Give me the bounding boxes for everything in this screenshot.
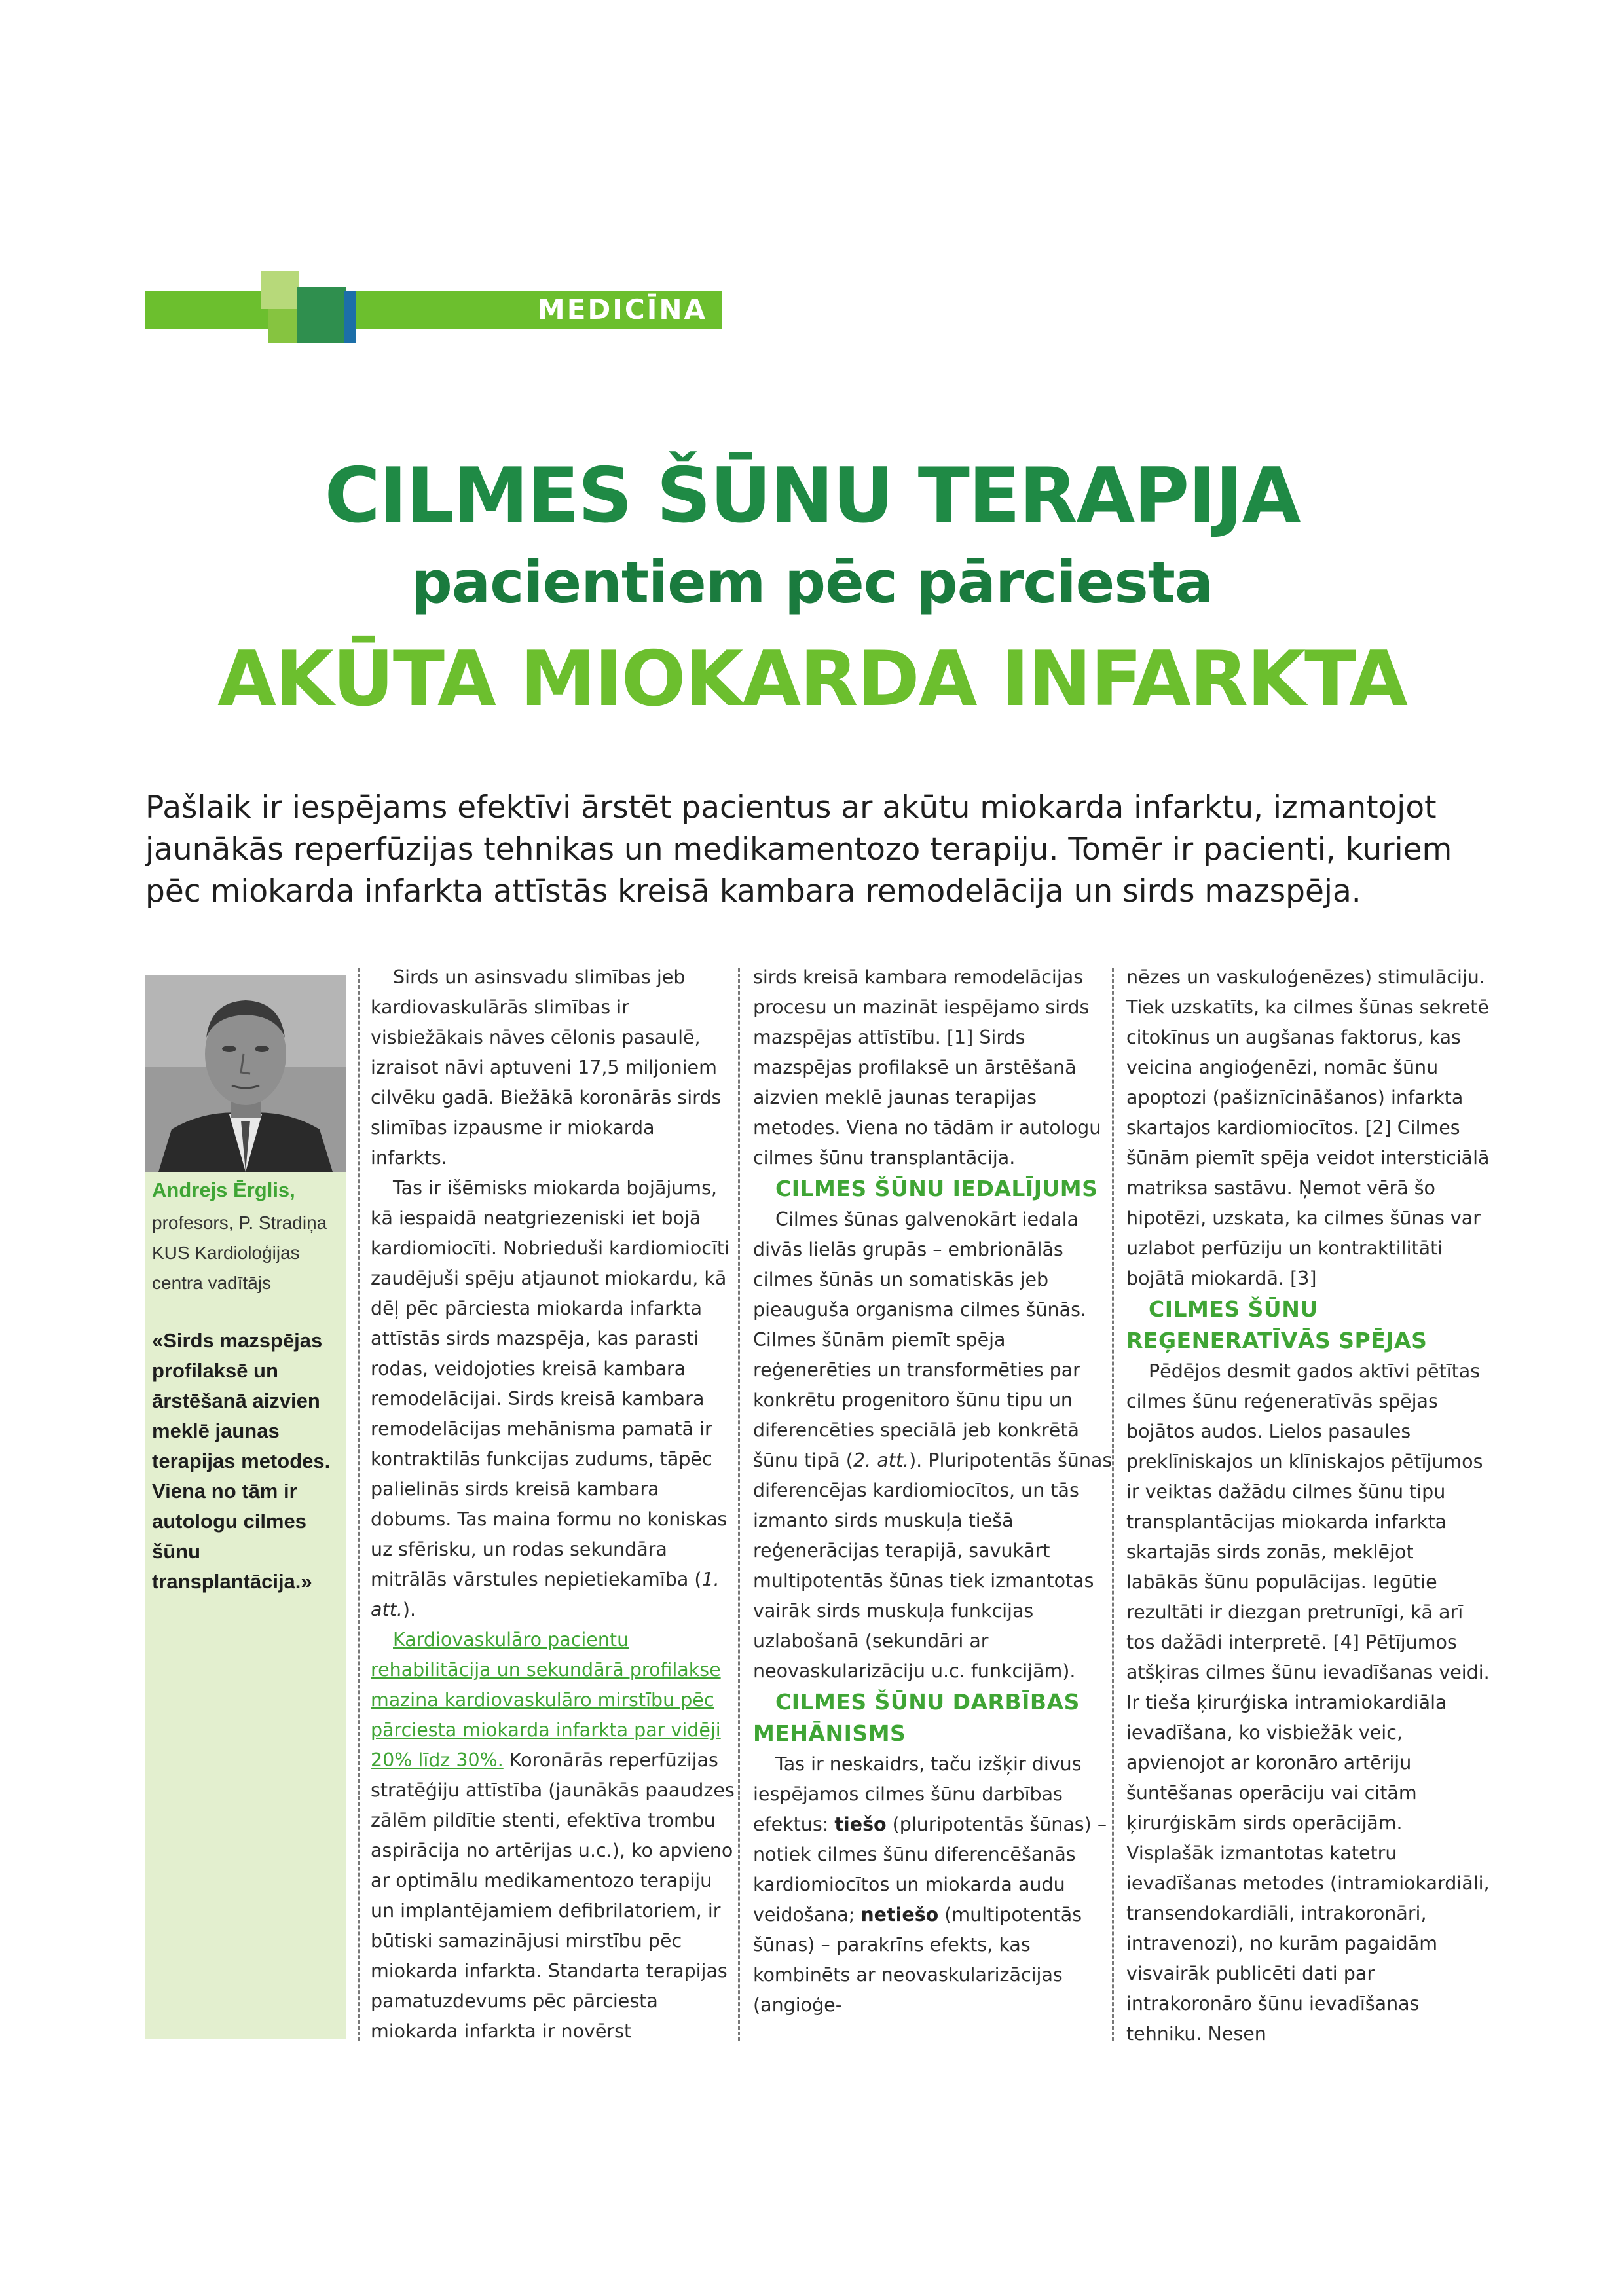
author-photo-image	[145, 975, 346, 1172]
author-role: profesors, P. Stradiņa KUS Kardioloģijas centra vadītājs	[152, 1212, 327, 1293]
decor-square	[297, 287, 346, 343]
paragraph: nēzes un vaskuloģenēzes) stimulāciju. Tiek uzskatīts, ka cilmes šūnas sekretē citokīnus un augšanas faktorus, kas veicina angioģenēzi, nomāc šūnu apoptozi (pašiznīcināšanos) infarkta skartajos kardiomiocītos. [2] Cilmes šūnām piemīt spēja veidot intersticiālā matriksa sastāvu. Ņemot vērā šo hipotēzi, uzskata, ka cilmes šūnas var uzlabot perfūziju un kontraktilitāti bojātā miokardā. [3]	[1126, 966, 1490, 1289]
highlighted-text: Kardiovaskulāro pacientu rehabilitācija un sekundārā profilakse mazina kardiovaskulāro mirstību pēc pārciesta miokarda infarkta par vidēji 20% līdz 30%.	[371, 1629, 721, 1771]
paragraph: Pēdējos desmit gados aktīvi pētītas cilmes šūnu reģeneratīvās spējas bojātos audos. Lielos pasaules preklīniskajos un klīniskajos pētījumos ir veiktas dažādu cilmes šūnu tipu transplantācijas miokarda infarkta skartajās sirds zonās, meklējot labākās šūnu populācijas. Iegūtie rezultāti ir diezgan pretrunīgi, kā arī tos dažādi interpretē. [4] Pētījumos atšķiras cilmes šūnu ievadīšanas veidi. Ir tieša ķirurģiska intramiokardiāla ievadīšana, ko visbiežāk veic, apvienojot ar koronāro artēriju šuntēšanas operāciju vai citām ķirurģiskām sirds operācijām. Visplašāk izmantotas katetru ievadīšanas metodes (intramiokardiāli, transendokardiāli, intrakoronāri, intravenozi), no kurām pagaidām visvairāk publicēti dati par intrakoronāro šūnu ievadīšanas tehniku. Nesen	[1126, 1360, 1490, 2045]
column-divider	[738, 968, 740, 2041]
subheading: CILMES ŠŪNU DARBĪBAS MEHĀNISMS	[753, 1689, 1080, 1746]
paragraph: sirds kreisā kambara remodelācijas procesu un mazināt iespējamo sirds mazspējas attīstību. [1] Sirds mazspējas profilaksē un ārstēšanā aizvien meklē jaunas terapijas metodes. Viena no tādām ir autologu cilmes šūnu transplantācija.	[753, 966, 1101, 1169]
lead-paragraph: Pašlaik ir iespējams efektīvi ārstēt pacientus ar akūtu miokarda infarktu, izmantojot jaunākās reperfūzijas tehnikas un medikamentozo terapiju. Tomēr ir pacienti, kuriem pēc miokarda infarkta attīstās kreisā kambara remodelācija un sirds mazspēja.	[145, 790, 1452, 909]
bold-term: netiešo	[860, 1904, 939, 1925]
article-column-2	[753, 962, 1117, 2020]
paragraph: Tas ir išēmisks miokarda bojājums, kā iespaidā neatgriezeniski iet bojā kardiomiocīti. Nobrieduši kardiomiocīti zaudējuši spēju atjaunot miokardu, kā dēļ pēc pārciesta miokarda infarkta attīstās sirds mazspēja, kas parasti rodas, veidojoties kreisā kambara remodelācijai. Sirds kreisā kambara remodelācijas mehānisma pamatā ir kontraktilās funkcijas zudums, tāpēc palielinās sirds kreisā kambara dobums. Tas maina formu no koniskas uz sfērisku, un rodas sekundāra mitrālās vārstules nepietiekamība (1. att.).	[371, 1177, 729, 1620]
author-photo	[145, 975, 346, 1172]
section-label: MEDICĪNA	[537, 293, 707, 325]
title-line-2: pacientiem pēc pārciesta	[411, 549, 1213, 616]
paragraph: Sirds un asinsvadu slimības jeb kardiovaskulārās slimības ir visbiežākais nāves cēlonis pasaulē, izraisot nāvi aptuveni 17,5 miljoniem cilvēku gadā. Biežākā koronārās sirds slimības izpausme ir miokarda infarkts.	[371, 966, 722, 1169]
author-name: Andrejs Ērglis,	[152, 1178, 295, 1201]
pull-quote: «Sirds mazspējas profilaksē un ārstēšanā aizvien meklē jaunas terapijas metodes. Viena no tām ir autologu cilmes šūnu transplantācija.»	[152, 1329, 331, 1593]
subheading: CILMES ŠŪNU REĢENERATĪVĀS SPĒJAS	[1126, 1296, 1428, 1353]
title-line-3: AKŪTA MIOKARDA INFARKTA	[217, 635, 1407, 723]
title-line-1: CILMES ŠŪNU TERAPIJA	[324, 452, 1300, 540]
paragraph: Cilmes šūnas galvenokārt iedala divās lielās grupās – embrionālās cilmes šūnās un somatiskās jeb pieauguša organisma cilmes šūnās. Cilmes šūnām piemīt spēja reģenerēties un transformēties par konkrētu progenitoro šūnu tipu un diferencēties speciālā jeb konkrētā šūnu tipā (2. att.). Pluripotentās šūnas diferencējas kardiomiocītos, un tās izmanto sirds muskuļa tiešā reģenerācijas terapijā, savukārt multipotentās šūnas tiek izmantotas vairāk sirds muskuļa funkcijas uzlabošanā (sekundāri ar neovaskularizāciju u.c. funkcijām).	[753, 1209, 1113, 1682]
paragraph: Kardiovaskulāro pacientu rehabilitācija un sekundārā profilakse mazina kardiovaskulāro mirstību pēc pārciesta miokarda infarkta par vidēji 20% līdz 30%. Koronārās reperfūzijas stratēģiju attīstība (jaunākās paaudzes zālēm pildītie stenti, efektīva trombu aspirācija no artērijas u.c.), ko apvieno ar optimālu medikamentozo terapiju un implantējamiem defibrilatoriem, ir būtiski samazinājusi mirstību pēc miokarda infarkta. Standarta terapijas pamatuzdevums pēc pārciesta miokarda infarkta ir novērst	[371, 1629, 735, 2042]
subheading: CILMES ŠŪNU IEDALĪJUMS	[775, 1176, 1098, 1201]
decor-square	[261, 271, 299, 309]
article-column-3	[1126, 962, 1490, 2049]
paragraph: Tas ir neskaidrs, taču izšķir divus iespējamos cilmes šūnu darbības efektus: tiešo (pluripotentās šūnas) – notiek cilmes šūnu diferencēšanās kardiomiocītos un miokarda audu veidošana; netiešo (multipotentās šūnas) – parakrīns efekts, kas kombinēts ar neovaskularizācijas (angioģe-	[753, 1753, 1107, 2016]
figure-reference: 1. att.	[371, 1569, 720, 1620]
author-sidebar	[145, 975, 346, 2039]
bold-term: tiešo	[834, 1813, 887, 1835]
section-header	[145, 271, 722, 343]
figure-reference: 2. att.	[853, 1449, 910, 1471]
column-divider	[358, 968, 360, 2041]
article-column-1	[371, 962, 735, 2047]
decor-square	[344, 291, 356, 343]
